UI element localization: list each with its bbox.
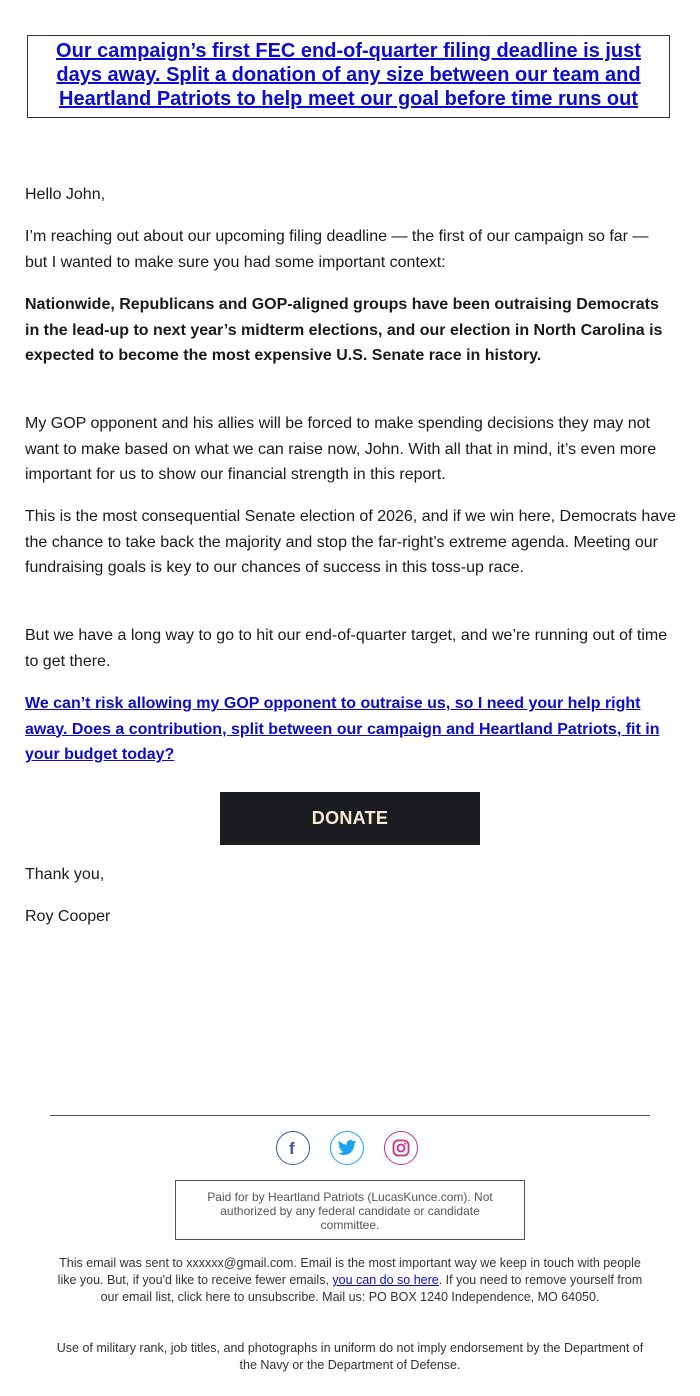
contribution-link[interactable]: We can’t risk allowing my GOP opponent to outraise us, so I need your help right away. Does a contribution, split between our campaign and Heartland Patriots, fit in your budget today? bbox=[25, 695, 660, 763]
fewer-emails-link[interactable]: you can do so here bbox=[332, 1273, 439, 1287]
paragraph-5: But we have a long way to go to hit our end-of-quarter target, and we’re running out of time to get there. bbox=[25, 627, 668, 670]
paragraph-6 bbox=[25, 691, 675, 768]
paragraph-3: My GOP opponent and his allies will be forced to make spending decisions they may not want to make based on what we can raise now, John. With all that in mind, it’s even more important for us to show our financial strength in this report. bbox=[25, 415, 657, 483]
footer-text bbox=[50, 1255, 650, 1306]
donate-button[interactable]: DONATE bbox=[220, 792, 480, 845]
facebook-icon[interactable] bbox=[276, 1131, 310, 1165]
greeting: Hello John, bbox=[25, 186, 106, 203]
headline-box bbox=[27, 35, 670, 118]
instagram-icon[interactable] bbox=[384, 1131, 418, 1165]
headline-link[interactable]: Our campaign’s first FEC end-of-quarter filing deadline is just days away. Split a donation of any size between our team and Heartland Patriots to help meet our goal before time runs out bbox=[56, 40, 641, 110]
signature: Roy Cooper bbox=[25, 908, 111, 925]
svg-text:f: f bbox=[289, 1139, 295, 1157]
footer-part-1: This email was sent to xxxxxx@gmail.com. Email is the most important way we keep in touch with people like you. But, if you'd like to receive fewer emails, bbox=[57, 1256, 641, 1287]
paragraph-2-bold: Nationwide, Republicans and GOP-aligned groups have been outraising Democrats in the lead-up to next year’s midterm elections, and our election in North Carolina is expected to become the most expensive U.S. Senate race in history. bbox=[25, 296, 663, 364]
footer-part-2: . If you need to remove yourself from our email list, click here to unsubscribe. Mail us: PO BOX 1240 Independence, MO 64050. bbox=[100, 1273, 643, 1304]
social-links bbox=[276, 1131, 418, 1165]
paid-for-text: Paid for by Heartland Patriots (LucasKunce.com). Not authorized by any federal candidate or candidate committee. bbox=[207, 1190, 493, 1232]
paragraph-1: I’m reaching out about our upcoming filing deadline — the first of our campaign so far — but I wanted to make sure you had some important context: bbox=[25, 228, 649, 271]
paid-for-disclaimer-box bbox=[175, 1180, 525, 1240]
footer-divider bbox=[50, 1115, 650, 1116]
military-disclaimer: Use of military rank, job titles, and photographs in uniform do not imply endorsement by the Department of the Navy or the Department of Defense. bbox=[56, 1341, 644, 1372]
paragraph-4: This is the most consequential Senate election of 2026, and if we win here, Democrats have the chance to take back the majority and stop the far-right’s extreme agenda. Meeting our fundraising goals is key to our chances of success in this toss-up race. bbox=[25, 508, 677, 576]
closing: Thank you, bbox=[25, 866, 105, 883]
twitter-icon[interactable] bbox=[330, 1131, 364, 1165]
